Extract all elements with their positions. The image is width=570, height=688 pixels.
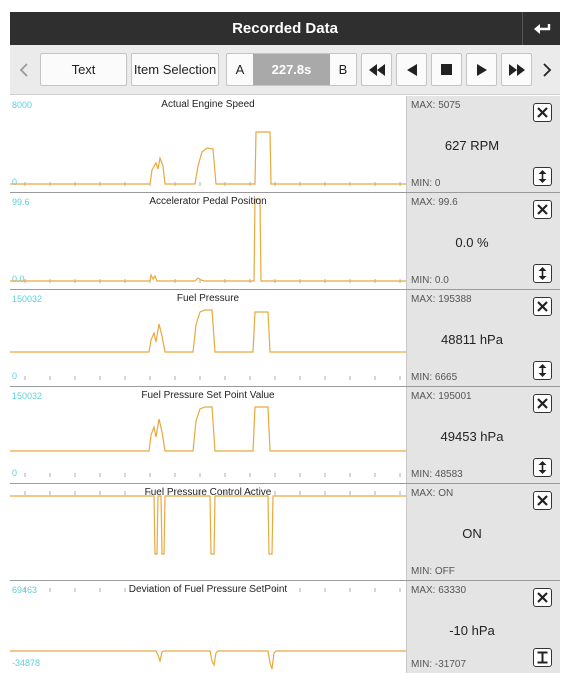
graph-panel[interactable] bbox=[10, 193, 406, 289]
y-axis-max-label: 69463 bbox=[12, 585, 38, 595]
rewind-button[interactable] bbox=[361, 53, 392, 86]
playback-range bbox=[226, 53, 357, 86]
scale-adjust-icon bbox=[538, 267, 547, 280]
fit-scale-icon bbox=[537, 651, 548, 664]
title-bar bbox=[10, 12, 560, 45]
stop-button[interactable] bbox=[431, 53, 462, 86]
graph-panel[interactable] bbox=[10, 387, 406, 483]
scale-button[interactable] bbox=[533, 458, 552, 477]
trace-line bbox=[10, 310, 406, 352]
x-axis-ticks bbox=[25, 376, 400, 380]
remove-parameter-button[interactable] bbox=[533, 103, 552, 122]
graph-panel[interactable] bbox=[10, 581, 406, 673]
remove-parameter-button[interactable] bbox=[533, 394, 552, 413]
y-axis-min-label: 0.0 bbox=[12, 274, 25, 284]
close-icon bbox=[537, 204, 548, 215]
min-value: MIN: 0 bbox=[411, 178, 441, 189]
return-arrow-icon bbox=[533, 21, 551, 37]
trace-graph bbox=[10, 96, 406, 192]
scale-adjust-icon bbox=[538, 170, 547, 183]
fast-forward-button[interactable] bbox=[501, 53, 532, 86]
close-icon bbox=[537, 592, 548, 603]
parameter-name: Actual Engine Speed bbox=[161, 99, 255, 110]
remove-parameter-button[interactable] bbox=[533, 297, 552, 316]
close-icon bbox=[537, 107, 548, 118]
parameter-row-engine-speed bbox=[10, 96, 560, 193]
stop-icon bbox=[441, 64, 452, 75]
scale-button[interactable] bbox=[533, 361, 552, 380]
parameter-row-fuel-pressure-deviation bbox=[10, 581, 560, 673]
scale-adjust-icon bbox=[538, 364, 547, 377]
playback-toolbar bbox=[10, 45, 560, 95]
parameter-name: Fuel Pressure bbox=[176, 293, 240, 304]
trace-graph bbox=[10, 193, 406, 289]
remove-parameter-button[interactable] bbox=[533, 491, 552, 510]
current-value: 0.0 % bbox=[455, 235, 489, 250]
close-icon bbox=[537, 301, 548, 312]
graph-panel[interactable] bbox=[10, 96, 406, 192]
parameter-list bbox=[10, 96, 560, 673]
play-button[interactable] bbox=[466, 53, 497, 86]
parameter-name: Accelerator Pedal Position bbox=[149, 196, 267, 207]
close-icon bbox=[537, 398, 548, 409]
scale-adjust-icon bbox=[538, 461, 547, 474]
prev-button[interactable] bbox=[12, 53, 36, 86]
chevron-left-icon bbox=[19, 62, 29, 78]
text-button[interactable]: Text bbox=[40, 53, 127, 86]
max-value: MAX: 195001 bbox=[411, 391, 472, 402]
parameter-name: Fuel Pressure Set Point Value bbox=[141, 390, 275, 401]
trace-line bbox=[10, 132, 406, 184]
step-back-icon bbox=[406, 64, 418, 76]
min-value: MIN: -31707 bbox=[411, 659, 467, 670]
value-panel bbox=[406, 96, 560, 192]
page-title: Recorded Data bbox=[232, 20, 338, 37]
remove-parameter-button[interactable] bbox=[533, 588, 552, 607]
trace-graph bbox=[10, 484, 406, 580]
fast-forward-icon bbox=[509, 64, 525, 76]
value-panel bbox=[406, 290, 560, 386]
max-value: MAX: ON bbox=[411, 488, 454, 499]
y-axis-min-label: 0 bbox=[12, 177, 18, 187]
back-button[interactable] bbox=[522, 12, 560, 45]
current-value: 627 RPM bbox=[444, 138, 500, 153]
min-value: MIN: 0.0 bbox=[411, 275, 449, 286]
value-panel bbox=[406, 193, 560, 289]
y-axis-max-label: 150032 bbox=[12, 391, 43, 401]
parameter-row-fuel-pressure bbox=[10, 290, 560, 387]
graph-panel[interactable] bbox=[10, 484, 406, 580]
parameter-name: Fuel Pressure Control Active bbox=[144, 487, 272, 498]
current-value: 48811 hPa bbox=[441, 332, 503, 347]
max-value: MAX: 99.6 bbox=[411, 197, 458, 208]
current-value: ON bbox=[462, 526, 482, 541]
y-axis-max-label: 150032 bbox=[12, 294, 43, 304]
y-axis-min-label: 0 bbox=[12, 371, 18, 381]
item-selection-button[interactable]: Item Selection bbox=[131, 53, 219, 86]
value-panel bbox=[406, 484, 560, 580]
trace-graph bbox=[10, 387, 406, 483]
y-axis-max-label: 8000 bbox=[12, 100, 33, 110]
value-panel bbox=[406, 387, 560, 483]
scale-button[interactable] bbox=[533, 648, 552, 667]
time-readout: 227.8s bbox=[253, 53, 330, 86]
marker-a-button[interactable]: A bbox=[235, 62, 245, 77]
close-icon bbox=[537, 495, 548, 506]
y-axis-min-label: -34878 bbox=[12, 658, 41, 668]
graph-panel[interactable] bbox=[10, 290, 406, 386]
play-icon bbox=[476, 64, 488, 76]
trace-line bbox=[10, 496, 406, 554]
scale-button[interactable] bbox=[533, 167, 552, 186]
min-value: MIN: 48583 bbox=[411, 469, 463, 480]
chevron-right-icon bbox=[542, 62, 552, 78]
min-value: MIN: OFF bbox=[411, 566, 455, 577]
trace-line bbox=[10, 199, 406, 281]
y-axis-min-label: 0 bbox=[12, 468, 18, 478]
scale-button[interactable] bbox=[533, 264, 552, 283]
step-back-button[interactable] bbox=[396, 53, 427, 86]
max-value: MAX: 63330 bbox=[411, 585, 467, 596]
parameter-row-fuel-pressure-set-point bbox=[10, 387, 560, 484]
y-axis-max-label: 99.6 bbox=[12, 197, 30, 207]
remove-parameter-button[interactable] bbox=[533, 200, 552, 219]
x-axis-ticks bbox=[25, 473, 400, 477]
trace-line bbox=[10, 407, 406, 451]
rewind-icon bbox=[369, 64, 385, 76]
marker-b-button[interactable]: B bbox=[338, 62, 348, 77]
min-value: MIN: 6665 bbox=[411, 372, 458, 383]
current-value: -10 hPa bbox=[449, 623, 495, 638]
trace-graph bbox=[10, 290, 406, 386]
trace-line bbox=[10, 651, 406, 669]
value-panel bbox=[406, 581, 560, 673]
current-value: 49453 hPa bbox=[440, 429, 504, 444]
parameter-row-accelerator-pedal bbox=[10, 193, 560, 290]
max-value: MAX: 195388 bbox=[411, 294, 472, 305]
max-value: MAX: 5075 bbox=[411, 100, 461, 111]
parameter-name: Deviation of Fuel Pressure SetPoint bbox=[128, 584, 288, 595]
parameter-row-fuel-pressure-control bbox=[10, 484, 560, 581]
next-button[interactable] bbox=[536, 53, 558, 86]
